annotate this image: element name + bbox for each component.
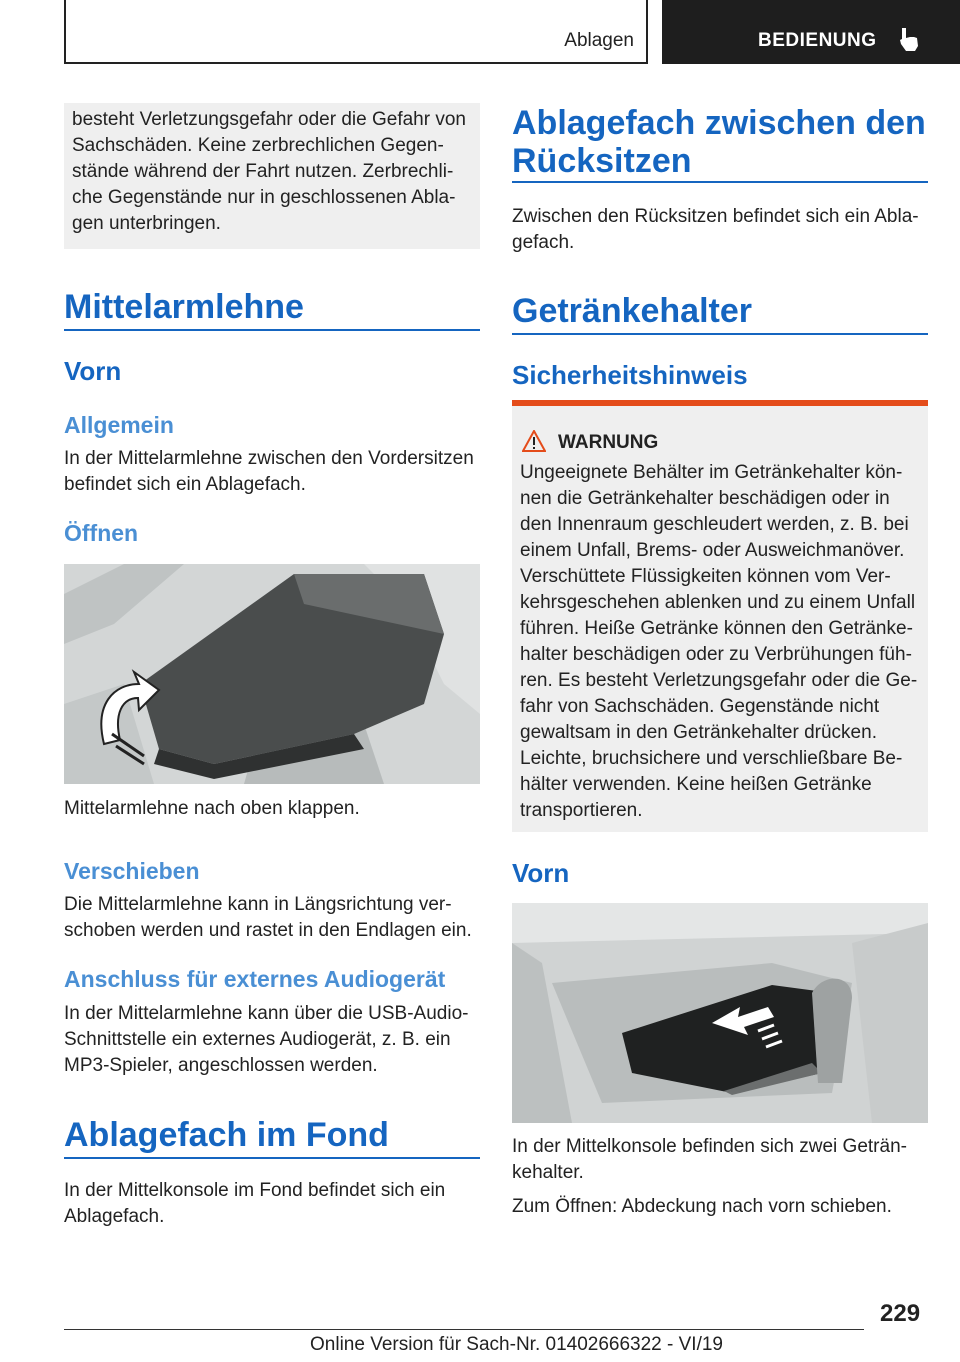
footer-rule bbox=[64, 1329, 864, 1330]
warning-text: Ungeeignete Behälter im Getränkehalter können die Getränkehalter beschädigen oder in den Innenraum geschleudert werden, z. B. bei einem Unfall, Brems- oder Ausweichmanöver. Verschüttete Flüssigkeiten können vom Verkehrsgeschehen ablenken und zu einem Unfall führen. Heiße Getränke können den Getränkehalter beschädigen oder zu Verbrühungen führen. Es besteht Verletzungsgefahr oder die Gefahr von Sachschäden. Gegenstände nicht gewaltsam in den Getränkehalter drücken. Leichte, bruchsichere und verschließbare Behälter verwenden. Keine heißen Getränke transportieren. bbox=[520, 462, 918, 821]
armrest-photo bbox=[64, 564, 480, 784]
heading-rule bbox=[64, 329, 480, 331]
heading-vorn: Vorn bbox=[64, 356, 122, 386]
heading-rule bbox=[512, 181, 928, 183]
heading-sicherheit: Sicherheitshinweis bbox=[512, 360, 748, 390]
page-number: 229 bbox=[880, 1300, 921, 1327]
heading-fond: Ablagefach im Fond bbox=[64, 1116, 389, 1154]
anschluss-text: In der Mittelarmlehne kann über die USB-Audio-Schnittstelle ein externes Audiogerät, z. B. ein MP3-Spieler, angeschlossen werden. bbox=[64, 1003, 469, 1076]
caption-vorn-1: In der Mittelkonsole befinden sich zwei Getränkehalter. bbox=[512, 1136, 907, 1183]
heading-rule bbox=[512, 333, 928, 335]
heading-anschluss: Anschluss für externes Audiogerät bbox=[64, 966, 446, 992]
note-box bbox=[64, 103, 480, 249]
warning-box bbox=[512, 400, 928, 832]
verschieben-text: Die Mittelarmlehne kann in Längsrichtung verschoben werden und rastet in den Endlagen ein. bbox=[64, 894, 472, 941]
caption-oeffnen: Mittelarmlehne nach oben klappen. bbox=[64, 798, 360, 819]
heading-rule bbox=[64, 1157, 480, 1159]
fond-text: In der Mittelkonsole im Fond befindet sich ein Ablagefach. bbox=[64, 1180, 446, 1227]
caption-vorn-2: Zum Öffnen: Abdeckung nach vorn schieben. bbox=[512, 1196, 892, 1217]
rueck-text: Zwischen den Rücksitzen befindet sich ein Ablagefach. bbox=[512, 206, 919, 253]
warning-title: WARNUNG bbox=[558, 432, 659, 453]
warning-triangle-icon bbox=[522, 430, 546, 457]
note-text: besteht Verletzungsgefahr oder die Gefahr von Sachschäden. Keine zerbrechlichen Gegenstände während der Fahrt nutzen. Zerbrechliche Gegenstände nur in geschlossenen Ablagen unterbringen. bbox=[72, 109, 466, 234]
heading-rueck: Ablagefach zwischen den Rücksitzen bbox=[512, 104, 926, 180]
heading-getraenke: Getränkehalter bbox=[512, 292, 752, 330]
heading-allgemein: Allgemein bbox=[64, 412, 174, 438]
heading-oeffnen: Öffnen bbox=[64, 520, 139, 546]
cupholder-photo bbox=[512, 903, 928, 1123]
heading-mittelarmlehne: Mittelarmlehne bbox=[64, 288, 304, 326]
allgemein-text: In der Mittelarmlehne zwischen den Vordersitzen befindet sich ein Ablagefach. bbox=[64, 448, 474, 495]
header-chapter-title: BEDIENUNG bbox=[758, 30, 877, 51]
footer-online-version: Online Version für Sach-Nr. 01402666322 - VI/19 bbox=[310, 1334, 723, 1355]
heading-vorn-right: Vorn bbox=[512, 858, 570, 888]
hand-pointer-icon bbox=[898, 26, 920, 57]
header-section-box bbox=[64, 0, 648, 64]
header-chapter-box bbox=[662, 0, 960, 64]
header-section-title: Ablagen bbox=[564, 30, 634, 51]
heading-verschieben: Verschieben bbox=[64, 858, 200, 884]
